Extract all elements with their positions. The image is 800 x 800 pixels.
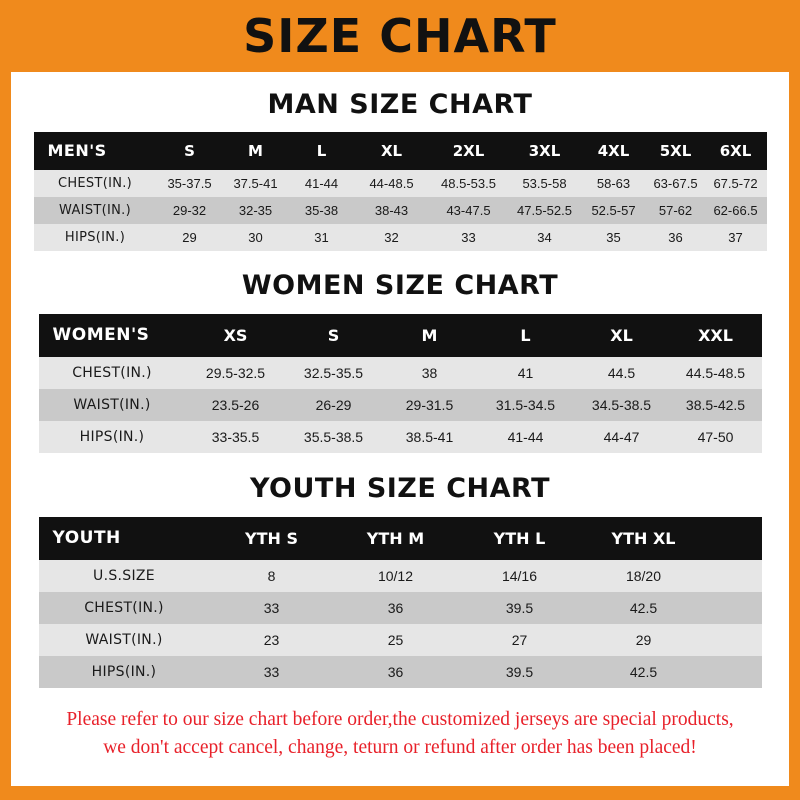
column-header: S (327, 325, 340, 345)
table-cell: 38-43 (374, 203, 409, 218)
table-cell: 39.5 (505, 664, 534, 680)
table-cell: 32 (384, 230, 399, 245)
table-cell: 57-62 (658, 203, 693, 218)
table-cell: 23 (263, 632, 280, 648)
table-cell: 29-32 (172, 203, 207, 218)
column-header: L (316, 141, 327, 160)
disclaimer-line-1: Please refer to our size chart before order,the customized jerseys are special products, (66, 709, 734, 730)
women-size-table (39, 314, 762, 453)
table-cell: 37.5-41 (233, 176, 278, 191)
table-cell-spacer (706, 656, 762, 688)
table-cell: 63-67.5 (653, 176, 698, 191)
table-cell: 29 (182, 230, 197, 245)
table-cell: 44.5 (607, 365, 636, 381)
column-header: 5XL (659, 141, 692, 160)
column-header-spacer (706, 517, 762, 560)
table-cell: 41-44 (507, 429, 544, 445)
table-cell: 36 (387, 600, 404, 616)
row-label: WAIST(IN.) (59, 203, 131, 218)
table-cell: 38.5-42.5 (685, 397, 746, 413)
table-cell: 44.5-48.5 (685, 365, 746, 381)
table-cell: 25 (387, 632, 404, 648)
column-header: 4XL (597, 141, 630, 160)
row-label: HIPS(IN.) (64, 230, 126, 245)
header-band (0, 0, 800, 72)
column-header: XL (380, 141, 403, 160)
row-label: CHEST(IN.) (84, 600, 164, 616)
table-cell: 48.5-53.5 (441, 176, 496, 191)
table-row (39, 357, 762, 389)
table-row (39, 421, 762, 453)
table-cell: 23.5-26 (211, 397, 260, 413)
table-cell-spacer (706, 560, 762, 592)
table-cell: 35-38 (304, 203, 339, 218)
column-header: L (520, 325, 531, 345)
table-cell-spacer (706, 592, 762, 624)
table-cell: 33 (263, 664, 280, 680)
column-header: YTH M (366, 528, 425, 548)
table-cell: 31.5-34.5 (495, 397, 556, 413)
column-header: M (421, 325, 438, 345)
table-cell: 41-44 (304, 176, 339, 191)
table-cell: 36 (668, 230, 683, 245)
table-cell: 44-48.5 (369, 176, 414, 191)
table-cell: 43-47.5 (446, 203, 491, 218)
row-label: WAIST(IN.) (73, 397, 151, 413)
table-cell: 32-35 (238, 203, 273, 218)
column-header: YTH L (493, 528, 546, 548)
row-label: HIPS(IN.) (91, 664, 157, 680)
table-cell: 18/20 (625, 568, 662, 584)
table-cell: 27 (511, 632, 528, 648)
table-cell: 58-63 (596, 176, 631, 191)
table-row (39, 560, 762, 592)
table-header-row (34, 132, 767, 170)
column-header: 3XL (528, 141, 561, 160)
table-cell: 35-37.5 (167, 176, 212, 191)
column-header: YOUTH (52, 528, 121, 548)
row-label: U.S.SIZE (93, 568, 155, 584)
table-cell: 14/16 (501, 568, 538, 584)
page-title: SIZE CHART (243, 9, 557, 63)
column-header: YTH XL (611, 528, 676, 548)
table-row (39, 389, 762, 421)
table-cell: 8 (267, 568, 276, 584)
table-cell: 30 (248, 230, 263, 245)
table-cell: 52.5-57 (591, 203, 636, 218)
table-cell: 34.5-38.5 (591, 397, 652, 413)
table-cell: 34 (537, 230, 552, 245)
youth-size-table (39, 517, 762, 688)
table-cell: 29-31.5 (405, 397, 454, 413)
table-cell: 10/12 (377, 568, 414, 584)
man-section-title: MAN SIZE CHART (267, 89, 533, 120)
column-header: WOMEN'S (52, 325, 150, 345)
table-cell: 35 (606, 230, 621, 245)
column-header: XXL (698, 325, 733, 345)
column-header: M (248, 141, 263, 160)
table-cell: 37 (728, 230, 743, 245)
table-cell: 31 (314, 230, 329, 245)
row-label: CHEST(IN.) (72, 365, 152, 381)
table-cell: 41 (517, 365, 534, 381)
table-cell: 42.5 (629, 600, 658, 616)
table-cell: 47-50 (697, 429, 734, 445)
table-cell-spacer (706, 624, 762, 656)
table-cell: 29.5-32.5 (205, 365, 266, 381)
man-size-table (34, 132, 767, 251)
youth-section-title: YOUTH SIZE CHART (249, 473, 551, 504)
disclaimer-note (26, 706, 774, 761)
table-cell: 44-47 (603, 429, 640, 445)
table-header-row (39, 314, 762, 357)
row-label: CHEST(IN.) (57, 176, 133, 191)
row-label: WAIST(IN.) (85, 632, 163, 648)
table-row (34, 224, 767, 251)
table-row (39, 656, 762, 688)
footer-band (0, 786, 800, 800)
table-cell: 62-66.5 (713, 203, 758, 218)
disclaimer-line-2: we don't accept cancel, change, teturn or refund after order has been placed! (103, 736, 697, 758)
column-header: XL (610, 325, 633, 345)
table-cell: 35.5-38.5 (303, 429, 364, 445)
row-label: HIPS(IN.) (79, 429, 145, 445)
table-cell: 33 (461, 230, 476, 245)
table-cell: 36 (387, 664, 404, 680)
content-area (11, 89, 789, 761)
table-cell: 53.5-58 (522, 176, 567, 191)
table-cell: 33 (263, 600, 280, 616)
table-row (34, 170, 767, 197)
table-cell: 29 (635, 632, 652, 648)
women-section-title: WOMEN SIZE CHART (241, 270, 559, 301)
table-cell: 42.5 (629, 664, 658, 680)
table-cell: 26-29 (315, 397, 352, 413)
column-header: 6XL (719, 141, 752, 160)
table-cell: 67.5-72 (713, 176, 758, 191)
column-header: 2XL (452, 141, 485, 160)
column-header: S (184, 141, 195, 160)
table-cell: 33-35.5 (211, 429, 260, 445)
table-cell: 39.5 (505, 600, 534, 616)
table-cell: 38 (421, 365, 438, 381)
table-row (39, 592, 762, 624)
table-row (39, 624, 762, 656)
table-cell: 32.5-35.5 (303, 365, 364, 381)
table-row (34, 197, 767, 224)
column-header: YTH S (245, 528, 298, 548)
table-header-row (39, 517, 762, 560)
column-header: MEN'S (47, 141, 107, 160)
column-header: XS (223, 325, 248, 345)
table-cell: 47.5-52.5 (517, 203, 572, 218)
table-cell: 38.5-41 (405, 429, 454, 445)
